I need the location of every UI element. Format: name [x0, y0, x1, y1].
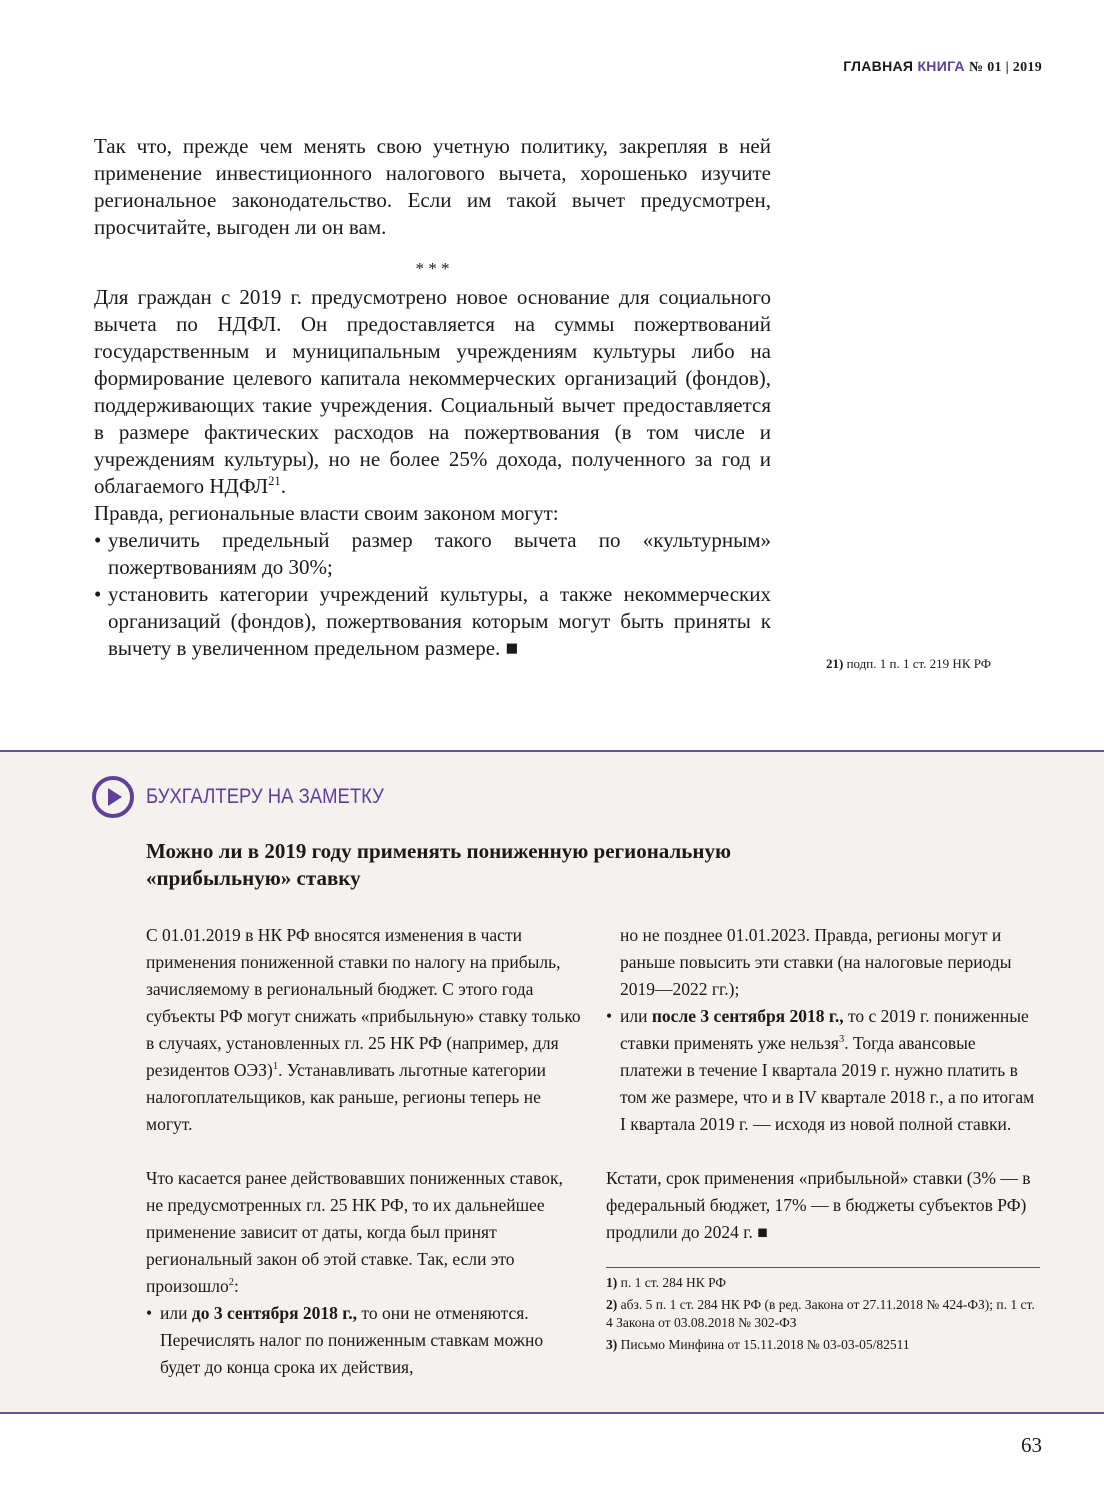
footnote-number: 2)	[606, 1297, 618, 1312]
issue-number: № 01 | 2019	[969, 60, 1042, 75]
footnote	[606, 1274, 1040, 1292]
text: или	[620, 1006, 652, 1026]
paragraph: Правда, региональные власти своим законом могут:	[94, 501, 559, 525]
text: Что касается ранее действовавших пониженных ставок, не предусмотренных гл. 25 НК РФ, то их дальнейшее применение зависит от даты, когда был принят региональный закон об этой ставке. Так, если это произошло	[146, 1168, 563, 1296]
text: Для граждан с 2019 г. предусмотрено новое основание для социального вычета по НДФЛ. Он предоставляется на суммы пожертвований государственным и муниципальным учреждениям культуры либо на формирование целевого капитала некоммерческих организаций (фондов), поддерживающих такие учреждения. Социальный вычет предоставляется в размере фактических расходов на пожертвования (в том числе и учреждениям культуры), но не более 25% дохода, полученного за год и облагаемого НДФЛ	[94, 285, 771, 498]
footnote-text: Письмо Минфина от 15.11.2018 № 03-03-05/82511	[620, 1337, 910, 1352]
note-box-header	[92, 776, 416, 818]
text: .	[280, 474, 286, 498]
paragraph	[146, 1165, 582, 1300]
text: :	[234, 1276, 239, 1296]
magazine-name-accent: КНИГА	[917, 58, 965, 74]
footnote-ref: 21	[268, 474, 281, 488]
play-icon	[92, 776, 134, 818]
paragraph: но не позднее 01.01.2023. Правда, регионы могут и раньше повысить эти ставки (на налоговые периоды 2019—2022 гг.);	[620, 925, 1012, 999]
list-item: • увеличить предельный размер такого вычета по «культурным» пожертвованиям до 30%;	[94, 527, 771, 581]
footnote-number: 3)	[606, 1337, 618, 1352]
footnote-ref: 2	[228, 1277, 234, 1289]
right-column	[606, 922, 1042, 1358]
left-column	[146, 922, 582, 1381]
footnote	[606, 1296, 1040, 1332]
page-number: 63	[1021, 1433, 1042, 1457]
footnote	[606, 1336, 1040, 1354]
list-item: • установить категории учреждений культуры, а также некоммерческих организаций (фондов), пожертвования которым могут быть приняты к вычету в увеличенном предельном размере. ■	[94, 581, 771, 662]
main-text	[94, 133, 771, 662]
footnote-ref: 3	[838, 1034, 845, 1046]
text: . Тогда авансовые платежи в течение I квартала 2019 г. нужно платить в том же размере, что и в IV квартале 2018 г., а по итогам I квартала 2019 г. — исходя из новой полной ставки.	[620, 1033, 1035, 1134]
footnote-number: 21)	[826, 656, 844, 671]
bold-text: после 3 сентября 2018 г.,	[651, 1006, 844, 1026]
paragraph: Так что, прежде чем менять свою учетную политику, закрепляя в ней применение инвестиционного налогового вычета, хорошенько изучите региональное законодательство. Если им такой вычет предусмотрен, просчитайте, выгоден ли он вам.	[94, 134, 771, 239]
footnote-ref: 1	[272, 1061, 279, 1073]
footnote-text: абз. 5 п. 1 ст. 284 НК РФ (в ред. Закона от 27.11.2018 № 424-ФЗ); п. 1 ст. 4 Закона от 03.08.2018 № 302-ФЗ	[606, 1297, 1035, 1330]
list-item	[606, 1003, 1042, 1138]
footnote-text: подп. 1 п. 1 ст. 219 НК РФ	[846, 656, 992, 671]
paragraph: Кстати, срок применения «прибыльной» ставки (3% — в федеральный бюджет, 17% — в бюджеты субъектов РФ) продлили до 2024 г. ■	[606, 1168, 1031, 1242]
text: то они не отменяются. Перечислять налог по пониженным ставкам можно будет до конца срока их действия,	[160, 1303, 544, 1377]
running-header	[843, 58, 1042, 76]
text: . Устанавливать льготные категории налогоплательщиков, как раньше, регионы теперь не могут.	[146, 1060, 546, 1134]
list-item	[146, 1300, 582, 1381]
footnotes	[606, 1267, 1040, 1354]
magazine-name: ГЛАВНАЯ	[843, 58, 914, 74]
paragraph	[146, 922, 582, 1138]
note-box	[0, 750, 1104, 1414]
text: С 01.01.2019 в НК РФ вносятся изменения в части применения пониженной ставки по налогу на прибыль, зачисляемому в региональный бюджет. С этого года субъекты РФ могут снижать «прибыльную» ставку только в случаях, установленных гл. 25 НК РФ (например, для резидентов ОЭЗ)	[146, 925, 581, 1080]
text: или	[160, 1303, 192, 1323]
paragraph	[94, 284, 771, 500]
separator: * * *	[415, 259, 450, 278]
footnote-number: 1)	[606, 1275, 618, 1290]
bold-text: до 3 сентября 2018 г.,	[191, 1303, 358, 1323]
question-heading: Можно ли в 2019 году применять пониженную региональную «прибыльную» ставку	[146, 839, 732, 890]
note-box-title: БУХГАЛТЕРУ НА ЗАМЕТКУ	[146, 785, 384, 808]
side-footnote	[826, 656, 991, 672]
text: то с 2019 г. пониженные ставки применять уже нельзя	[620, 1006, 1029, 1053]
bullet-list	[94, 527, 771, 662]
footnote-text: п. 1 ст. 284 НК РФ	[620, 1275, 727, 1290]
